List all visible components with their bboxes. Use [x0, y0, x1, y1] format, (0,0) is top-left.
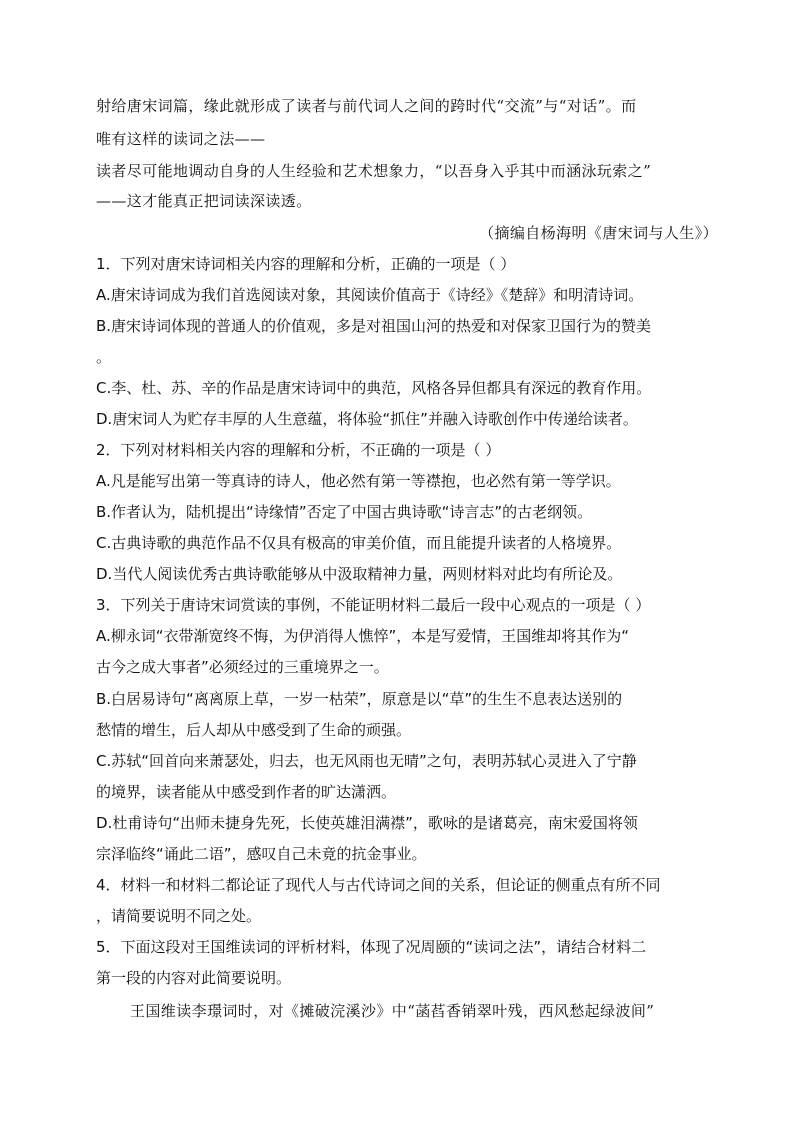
excerpt-line: 王国维读李璟词时，对《摊破浣溪沙》中“菡萏香销翠叶残，西风愁起绿波间” [130, 1002, 655, 1020]
material-source: （摘编自杨海明《唐宋词与人生》） [479, 224, 718, 242]
q4-line-1: 4．材料一和材料二都论证了现代人与古代诗词之间的关系，但论证的侧重点有所不同 [96, 876, 661, 894]
q2-option-d: D.当代人阅读优秀古典诗歌能够从中汲取精神力量，两则材料对此均有所论及。 [96, 565, 623, 583]
material-line-2: 唯有这样的读词之法—— [96, 130, 266, 148]
q2-option-a: A.凡是能写出第一等真诗的诗人，他必然有第一等襟抱，也必然有第一等学识。 [96, 472, 621, 490]
q4-line-2: ，请简要说明不同之处。 [96, 907, 262, 925]
q1-stem: 1．下列对唐宋诗词相关内容的理解和分析，正确的一项是（ ） [96, 255, 516, 273]
material-line-1: 射给唐宋词篇，缘此就形成了读者与前代词人之间的跨时代“交流”与“对话”。而 [96, 97, 637, 115]
q1-option-c: C.李、杜、苏、辛的作品是唐宋诗词中的典范，风格各异但都具有深远的教育作用。 [96, 379, 652, 397]
material-line-3: 读者尽可能地调动自身的人生经验和艺术想象力，“以吾身入乎其中而涵泳玩索之” [96, 162, 652, 180]
q3-option-a: A.柳永词“衣带渐宽终不悔，为伊消得人憔悴”，本是写爱情，王国维却将其作为“ [96, 627, 630, 645]
q5-line-1: 5．下面这段对王国维读词的评析材料，体现了况周颐的“读词之法”，请结合材料二 [96, 938, 647, 956]
q3-option-c: C.苏轼“回首向来萧瑟处，归去，也无风雨也无晴”之句，表明苏轼心灵进入了宁静 [96, 752, 637, 770]
q3-option-c-cont: 的境界，读者能从中感受到作者的旷达潇洒。 [96, 783, 397, 801]
q1-option-d: D.唐宋词人为贮存丰厚的人生意蕴，将体验“抓住”并融入诗歌创作中传递给读者。 [96, 410, 638, 428]
q3-option-d: D.杜甫诗句“出师未捷身先死，长使英雄泪满襟”，歌咏的是诸葛亮，南宋爱国将领 [96, 814, 638, 832]
q3-option-a-cont: 古今之成大事者”必须经过的三重境界之一。 [96, 658, 389, 676]
q5-line-2: 第一段的内容对此简要说明。 [96, 969, 292, 987]
q3-stem: 3．下列关于唐诗宋词赏读的事例，不能证明材料二最后一段中心观点的一项是（ ） [96, 596, 651, 614]
q2-option-b: B.作者认为，陆机提出“诗缘情”否定了中国古典诗歌“诗言志”的古老纲领。 [96, 503, 593, 521]
q2-option-c: C.古典诗歌的典范作品不仅具有极高的审美价值，而且能提升读者的人格境界。 [96, 534, 622, 552]
q2-stem: 2．下列对材料相关内容的理解和分析，不正确的一项是（ ） [96, 441, 501, 459]
q1-option-b: B.唐宋诗词体现的普通人的价值观，多是对祖国山河的热爱和对保家卫国行为的赞美 [96, 317, 652, 335]
q3-option-b: B.白居易诗句“离离原上草，一岁一枯荣”，原意是以“草”的生生不息表达送别的 [96, 690, 623, 708]
q1-option-a: A.唐宋诗词成为我们首选阅读对象，其阅读价值高于《诗经》《楚辞》和明清诗词。 [96, 286, 644, 304]
q3-option-d-cont: 宗泽临终“诵此二语”，感叹自己未竟的抗金事业。 [96, 845, 427, 863]
q3-option-b-cont: 愁情的增生，后人却从中感受到了生命的顽强。 [96, 721, 412, 739]
q1-option-b-cont: 。 [96, 348, 112, 366]
material-line-4: ——这才能真正把词读深读透。 [96, 192, 312, 210]
